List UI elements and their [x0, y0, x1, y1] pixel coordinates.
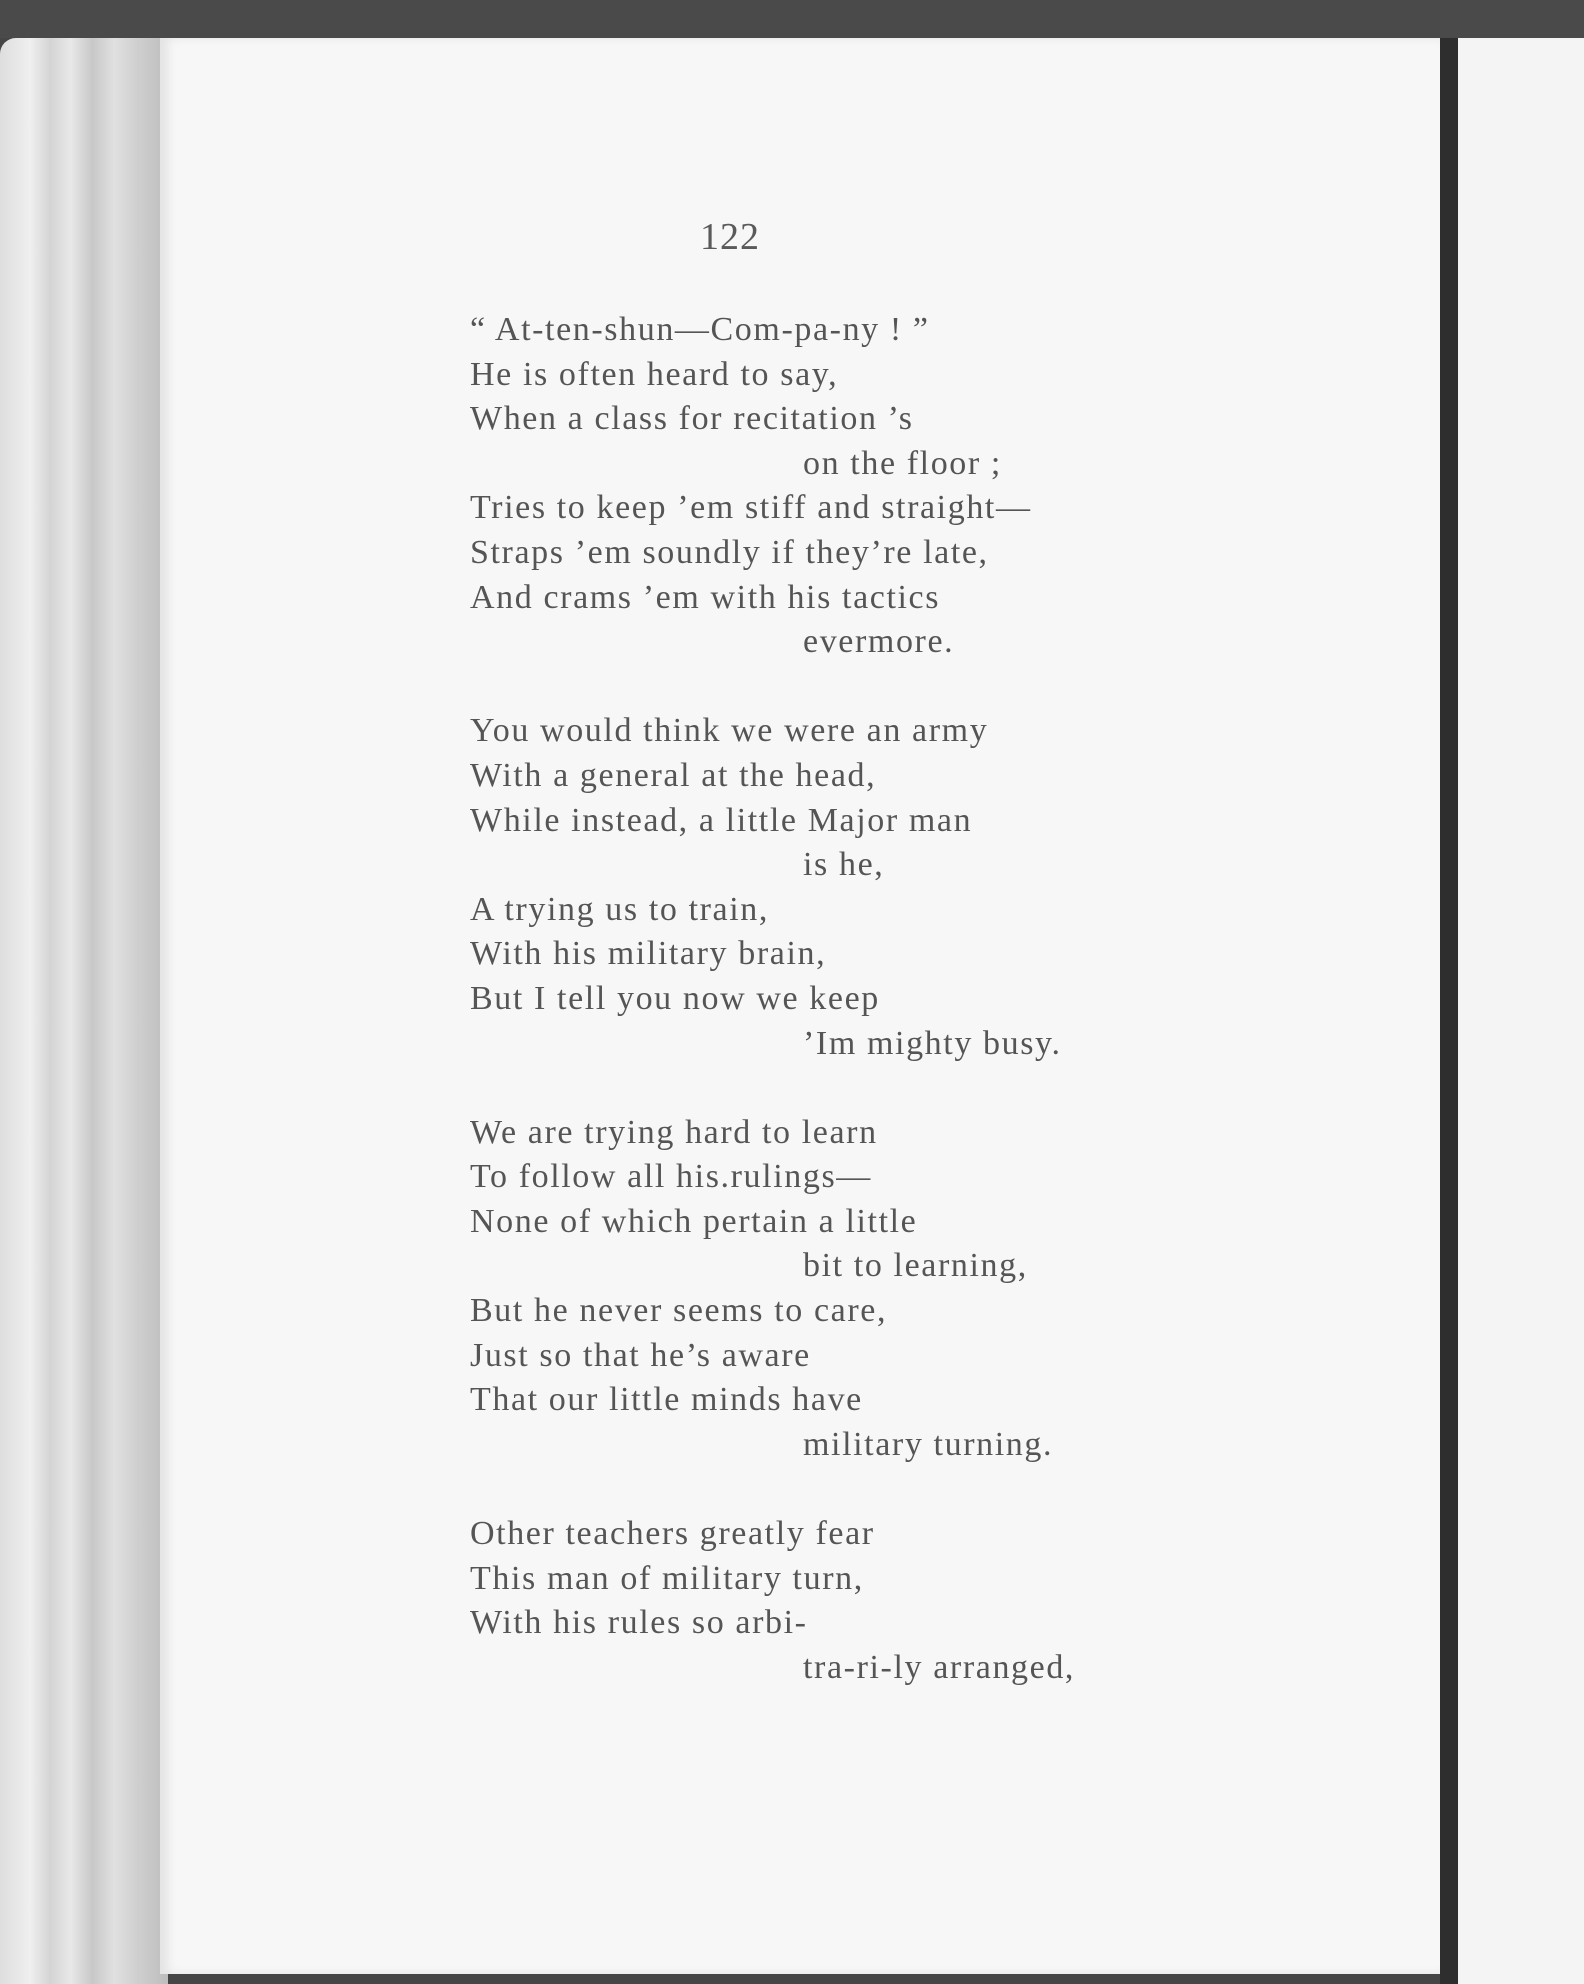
poem-line: While instead, a little Major man — [470, 801, 973, 839]
poem-line: None of which pertain a little — [470, 1202, 918, 1240]
poem-line: Other teachers greatly fear — [470, 1515, 875, 1553]
poem-line: This man of military turn, — [470, 1559, 864, 1597]
page-number: 122 — [700, 216, 760, 258]
poem-line: A trying us to train, — [470, 890, 769, 928]
poem-line: bit to learning, — [803, 1247, 1028, 1285]
poem-line: We are trying hard to learn — [470, 1113, 878, 1151]
poem-line: is he, — [803, 846, 885, 884]
poem-line: When a class for recitation ’s — [470, 400, 914, 438]
poem-line: You would think we were an army — [470, 712, 989, 750]
poem-line: With his military brain, — [470, 935, 827, 973]
poem-line: But I tell you now we keep — [470, 979, 880, 1017]
scanner-background — [0, 0, 1584, 38]
poem-line: With a general at the head, — [470, 756, 877, 794]
poem-line: That our little minds have — [470, 1381, 863, 1419]
stanza — [470, 1111, 1075, 1468]
poem-line: But he never seems to care, — [470, 1292, 888, 1330]
next-page-edge — [1458, 38, 1584, 1984]
poem-line: Tries to keep ’em stiff and straight— — [470, 489, 1032, 527]
poem-line: Straps ’em soundly if they’re late, — [470, 533, 989, 571]
stanza — [470, 308, 1075, 665]
poem-line: military turning. — [803, 1425, 1054, 1463]
poem-line: on the floor ; — [803, 444, 1002, 482]
poem-line: Just so that he’s aware — [470, 1336, 811, 1374]
poem-line: To follow all his.rulings— — [470, 1158, 872, 1196]
poem-line: ’Im mighty busy. — [803, 1024, 1062, 1062]
stanza — [470, 1512, 1075, 1690]
poem-line: And crams ’em with his tactics — [470, 578, 941, 616]
poem-line: With his rules so arbi- — [470, 1604, 808, 1642]
poem-line: evermore. — [803, 623, 955, 661]
poem-line: “ At-ten-shun—Com-pa-ny ! ” — [470, 311, 930, 348]
poem-line: He is often heard to say, — [470, 355, 839, 393]
stanza — [470, 709, 1075, 1066]
page-edges — [0, 38, 168, 1984]
book-gutter — [1440, 38, 1458, 1984]
poem-text — [470, 308, 1075, 1735]
poem-line: tra-ri-ly arranged, — [803, 1648, 1076, 1686]
